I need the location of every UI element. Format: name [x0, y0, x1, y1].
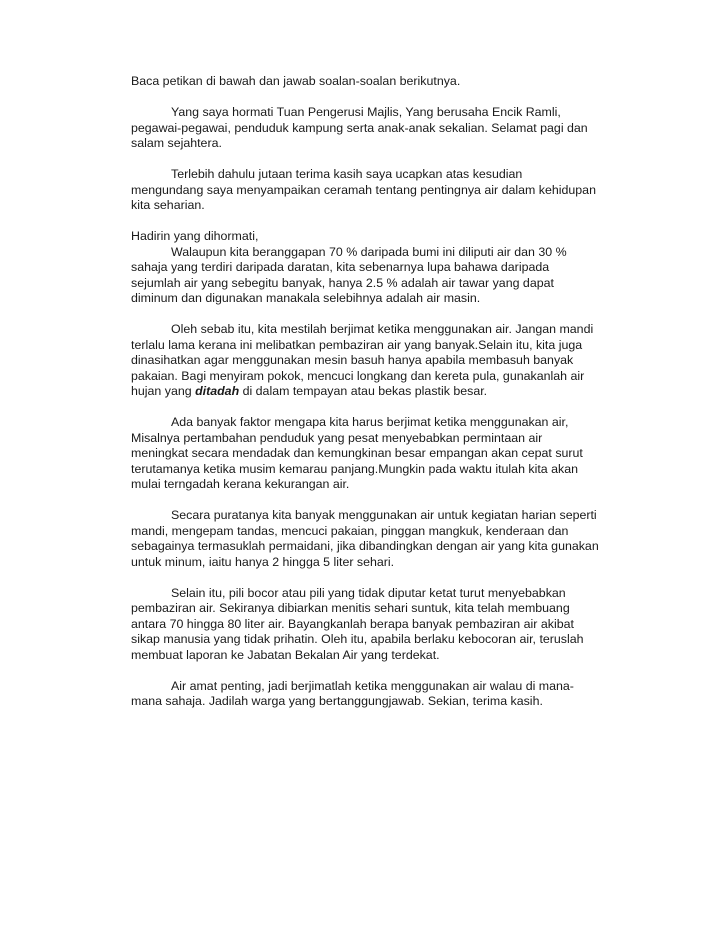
- paragraph-gap: [131, 663, 606, 679]
- instruction-line: [131, 74, 606, 90]
- text-line: antara 70 hingga 80 liter air. Bayangkanlah berapa banyak pembaziran air akibat: [131, 616, 574, 631]
- text-line: mengundang saya menyampaikan ceramah tentang pentingnya air dalam kehidupan: [131, 182, 596, 197]
- text-line: [131, 384, 606, 400]
- text-line: [131, 586, 606, 602]
- text-line: pembaziran air. Sekiranya dibiarkan menitis sehari suntuk, kita telah membuang: [131, 601, 570, 615]
- paragraph-closing: [131, 679, 606, 710]
- paragraph-gap: [131, 152, 606, 168]
- text-line: [131, 415, 606, 431]
- text-line: meningkat secara mendadak dan kemungkinan besar empangan akan cepat surut: [131, 446, 583, 460]
- paragraph-gap: [131, 493, 606, 509]
- document-body: [131, 74, 606, 710]
- paragraph-gap: [131, 307, 606, 323]
- text-line: [131, 679, 606, 695]
- greeting-line: Hadirin yang dihormati,: [131, 229, 259, 243]
- text-line: kita seharian.: [131, 198, 205, 212]
- paragraph-saving: [131, 322, 606, 400]
- emphasized-word: ditadah: [195, 384, 240, 398]
- line-text: Terlebih dahulu jutaan terima kasih saya ucapkan atas kesudian: [171, 167, 523, 181]
- paragraph-gap: [131, 570, 606, 586]
- text-line: sahaja yang terdiri daripada daratan, kita sebenarnya lupa bahawa daripada: [131, 260, 550, 274]
- line-text: Secara puratanya kita banyak menggunakan air untuk kegiatan harian seperti: [171, 508, 597, 522]
- line-text: Air amat penting, jadi berjimatlah ketika menggunakan air walau di mana-: [171, 678, 574, 693]
- instruction-text: Baca petikan di bawah dan jawab soalan-soalan berikutnya.: [131, 74, 461, 88]
- text-line: sebagainya termasuklah permaidani, jika dibandingkan dengan air yang kita gunakan: [131, 539, 599, 553]
- paragraph-thanks: [131, 167, 606, 214]
- text-line: mandi, mengepam tandas, mencuci pakaian, pinggan mangkuk, kenderaan dan: [131, 523, 569, 538]
- text-line: membuat laporan ke Jabatan Bekalan Air yang terdekat.: [131, 647, 440, 662]
- text-line: pakaian. Bagi menyiram pokok, mencuci longkang dan kereta pula, gunakanlah air: [131, 368, 585, 383]
- text-line: Misalnya pertambahan penduduk yang pesat menyebabkan permintaan air: [131, 430, 543, 445]
- text-line: mana sahaja. Jadilah warga yang bertanggungjawab. Sekian, terima kasih.: [131, 694, 543, 708]
- line-text: Walaupun kita beranggapan 70 % daripada bumi ini diliputi air dan 30 %: [171, 244, 567, 259]
- text-line: [131, 322, 606, 338]
- text-line: untuk minum, iaitu hanya 2 hingga 5 liter sehari.: [131, 554, 395, 569]
- paragraph-gap: [131, 400, 606, 416]
- line-text: di dalam tempayan atau bekas plastik besar.: [239, 384, 488, 398]
- text-line: pegawai-pegawai, penduduk kampung serta anak-anak sekalian. Selamat pagi dan: [131, 120, 588, 135]
- paragraph-gap: [131, 90, 606, 106]
- text-line: terlalu lama kerana ini melibatkan pembaziran air yang banyak.Selain itu, kita juga: [131, 337, 583, 352]
- paragraph-salutation: [131, 105, 606, 152]
- text-line: [131, 167, 606, 183]
- line-text: Selain itu, pili bocor atau pili yang tidak diputar ketat turut menyebabkan: [171, 585, 566, 600]
- line-text: hujan yang: [131, 384, 196, 398]
- paragraph-usage: [131, 508, 606, 570]
- text-line: sejumlah air yang sebegitu banyak, hanya 2.5 % adalah air tawar yang dapat: [131, 275, 554, 290]
- text-line: dinasihatkan agar menggunakan mesin basuh hanya apabila membasuh banyak: [131, 353, 574, 367]
- text-line: [131, 508, 606, 524]
- text-line: [131, 245, 606, 261]
- text-line: terutamanya ketika musim kemarau panjang.Mungkin pada waktu itulah kita akan: [131, 461, 578, 476]
- line-text: Ada banyak faktor mengapa kita harus berjimat ketika menggunakan air,: [171, 415, 569, 429]
- paragraph-factors: [131, 415, 606, 493]
- text-line: mulai terngadah kerana kekurangan air.: [131, 477, 350, 491]
- text-line: salam sejahtera.: [131, 136, 222, 150]
- line-text: Yang saya hormati Tuan Pengerusi Majlis, Yang berusaha Encik Ramli,: [171, 105, 561, 119]
- paragraph-facts: [131, 229, 606, 307]
- paragraph-leaks: [131, 586, 606, 664]
- text-line: sikap manusia yang tidak prihatin. Oleh itu, apabila berlaku kebocoran air, teruslah: [131, 632, 584, 646]
- text-line: diminum dan digunakan manakala selebihnya adalah air masin.: [131, 291, 481, 305]
- paragraph-gap: [131, 214, 606, 230]
- text-line: [131, 105, 606, 121]
- line-text: Oleh sebab itu, kita mestilah berjimat ketika menggunakan air. Jangan mandi: [171, 322, 594, 336]
